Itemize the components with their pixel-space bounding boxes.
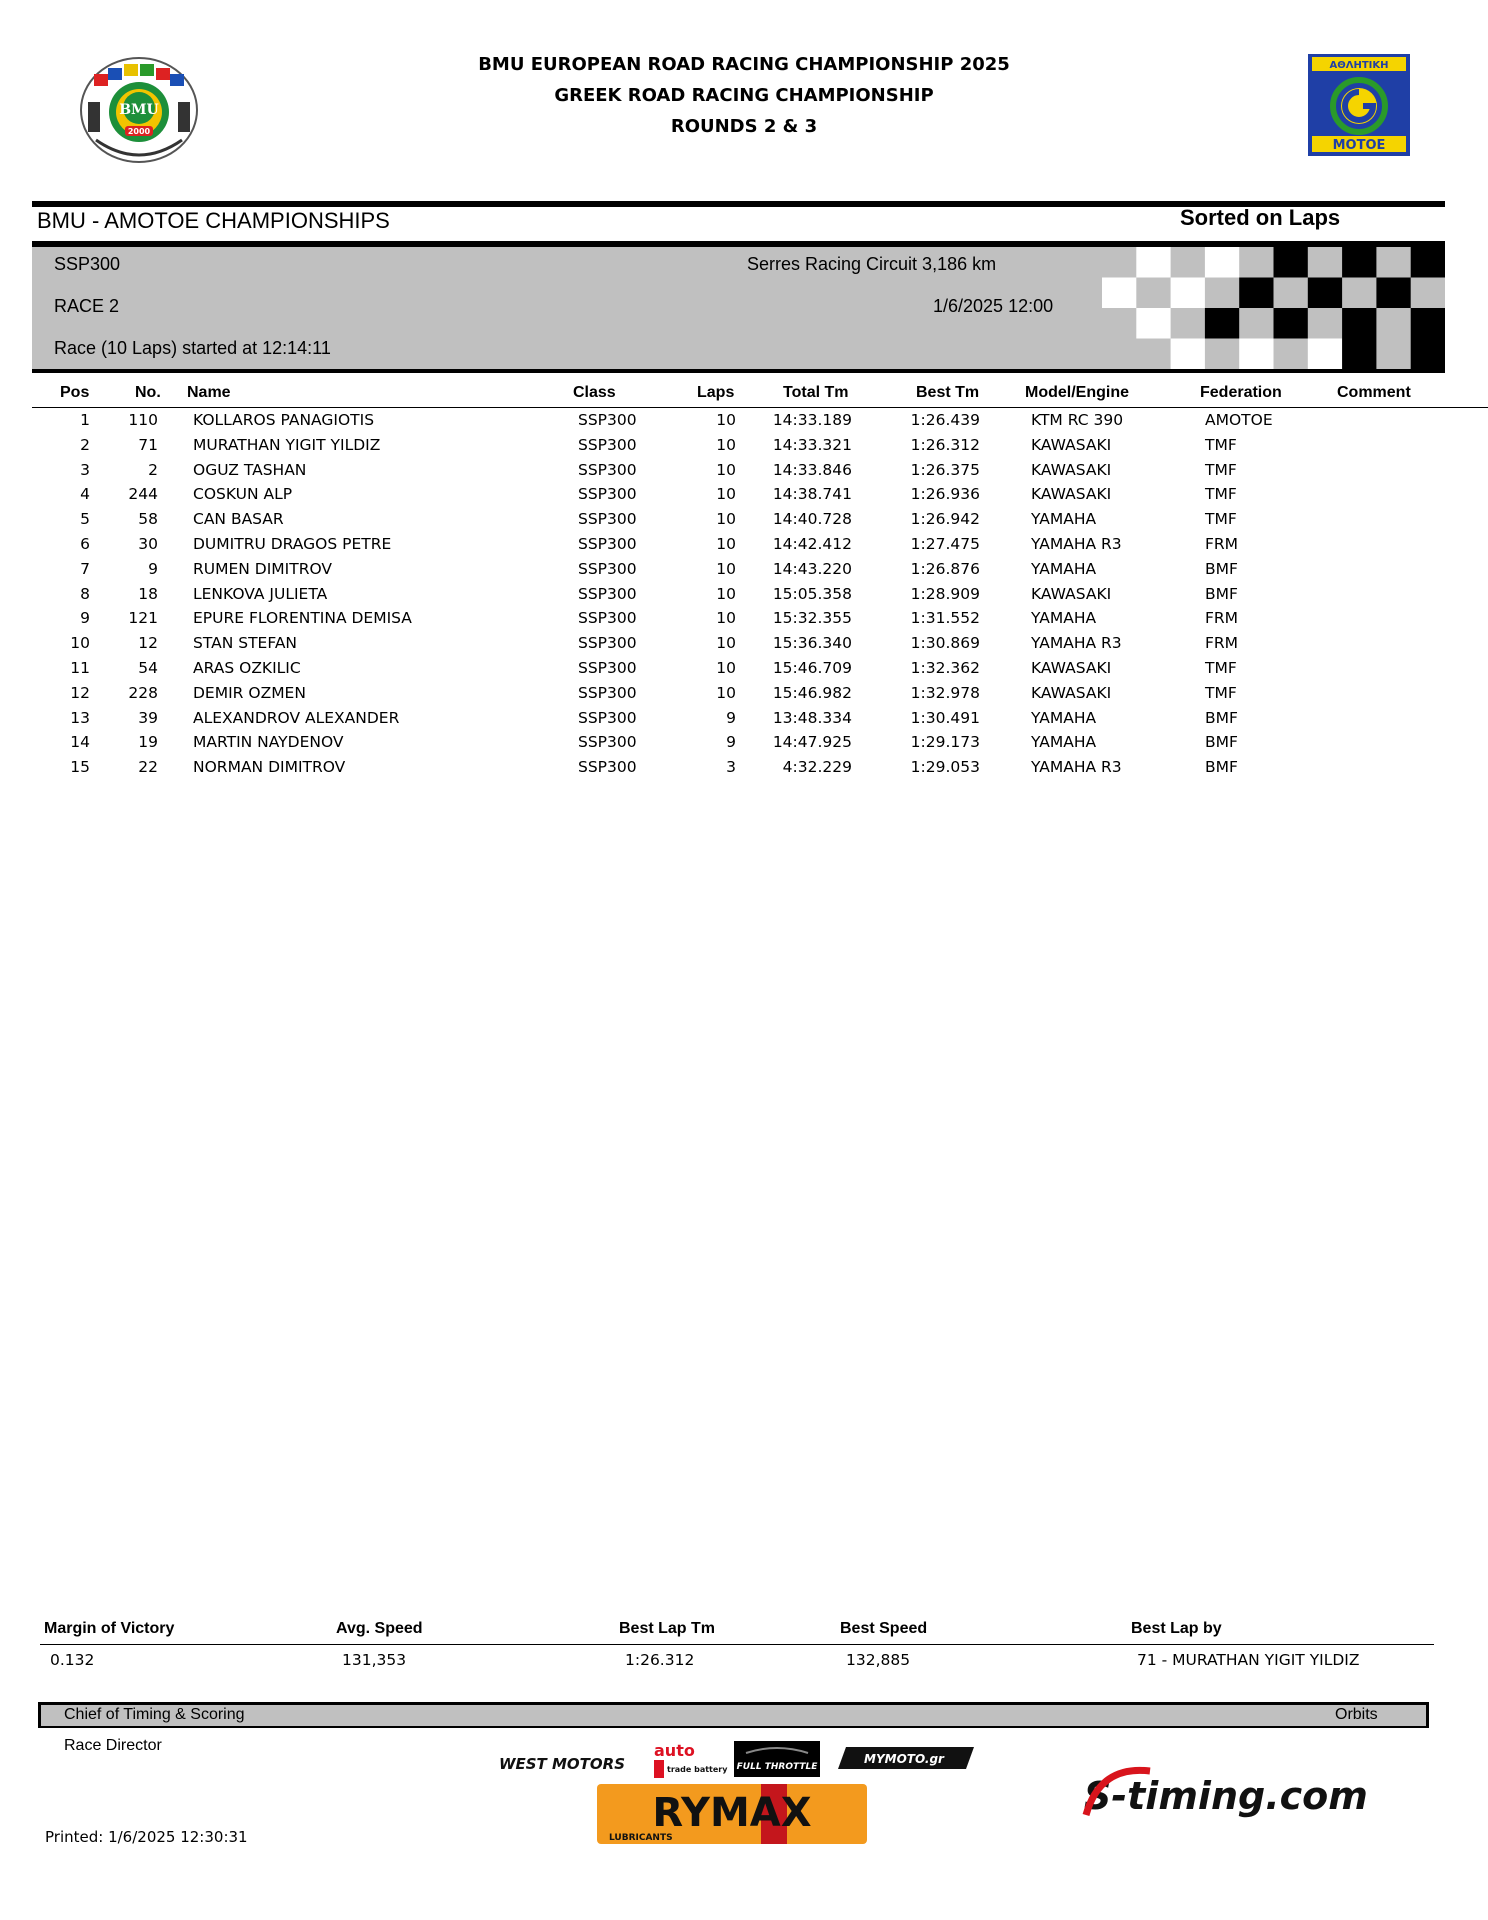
cell-laps: 10 [716, 584, 736, 603]
cell-class: SSP300 [578, 411, 637, 429]
mymoto-text: MYMOTO.gr [864, 1752, 944, 1766]
summary-header-margin: Margin of Victory [44, 1620, 175, 1637]
rymax-text: RYMAX [652, 1790, 812, 1836]
cell-laps: 10 [716, 658, 736, 677]
header-underline [32, 407, 1488, 408]
motoe-logo-top: ΑΘΛΗΤΙΚΗ [1329, 60, 1389, 71]
cell-model: YAMAHA [1031, 609, 1097, 628]
cell-best-time: 1:26.439 [910, 411, 980, 429]
cell-federation: BMF [1205, 559, 1238, 578]
cell-no: 244 [128, 485, 158, 504]
cell-pos: 11 [70, 658, 90, 677]
cell-no: 12 [138, 634, 158, 653]
cell-federation: TMF [1205, 510, 1237, 529]
cell-laps: 10 [716, 559, 736, 578]
checker-square [1342, 339, 1376, 370]
cell-class: SSP300 [578, 683, 637, 702]
cell-pos: 9 [80, 609, 90, 628]
cell-laps: 9 [726, 708, 736, 727]
col-header-model: Model/Engine [1025, 384, 1129, 401]
cell-pos: 15 [70, 758, 90, 777]
cell-pos: 10 [70, 634, 90, 653]
cell-total-time: 14:33.846 [772, 460, 852, 479]
cell-no: 9 [148, 559, 158, 578]
cell-name: KOLLAROS PANAGIOTIS [193, 411, 375, 429]
cell-total-time: 14:43.220 [772, 559, 852, 578]
checker-square [1274, 308, 1308, 339]
checker-square [1102, 278, 1136, 309]
col-header-pos: Pos [60, 384, 90, 401]
cell-model: KTM RC 390 [1031, 411, 1124, 429]
mymoto-logo [838, 1747, 974, 1769]
table-row [0, 659, 1488, 684]
table-row [0, 510, 1488, 535]
summary-underline [40, 1644, 1434, 1645]
table-row [0, 758, 1488, 783]
cell-laps: 9 [726, 733, 736, 752]
cell-total-time: 14:33.321 [772, 435, 852, 454]
cell-federation: TMF [1205, 683, 1237, 702]
race-start-label: Race (10 Laps) started at 12:14:11 [54, 338, 331, 358]
checker-square [1342, 247, 1376, 278]
cell-pos: 3 [80, 460, 90, 479]
cell-model: KAWASAKI [1031, 435, 1112, 454]
cell-pos: 8 [80, 584, 90, 603]
cell-best-time: 1:26.876 [910, 559, 980, 578]
auto-trade-battery-logo [650, 1740, 728, 1782]
cell-model: KAWASAKI [1031, 584, 1112, 603]
cell-total-time: 13:48.334 [772, 708, 852, 727]
cell-no: 22 [138, 758, 158, 777]
class-label: SSP300 [54, 254, 121, 274]
table-row [0, 634, 1488, 659]
summary-header-best-speed: Best Speed [840, 1620, 928, 1637]
cell-no: 58 [138, 510, 158, 529]
cell-pos: 14 [70, 733, 90, 752]
west-motors-logo [492, 1743, 632, 1779]
cell-class: SSP300 [578, 435, 637, 454]
cell-pos: 4 [80, 485, 90, 504]
checker-square [1205, 308, 1239, 339]
table-row [0, 560, 1488, 585]
cell-no: 110 [128, 411, 158, 429]
checker-square [1171, 339, 1205, 370]
cell-best-time: 1:30.491 [910, 708, 980, 727]
cell-class: SSP300 [578, 733, 637, 752]
cell-laps: 10 [716, 460, 736, 479]
summary-avg-speed: 131,353 [342, 1651, 407, 1669]
trade-battery-text: trade battery [667, 1765, 728, 1774]
checker-square [1308, 339, 1342, 370]
col-header-no: No. [135, 384, 161, 401]
cell-model: YAMAHA [1031, 733, 1097, 752]
table-row [0, 609, 1488, 634]
date-label: 1/6/2025 12:00 [933, 296, 1054, 316]
cell-total-time: 14:38.741 [772, 485, 852, 504]
bmu-logo [78, 52, 200, 164]
cell-name: DUMITRU DRAGOS PETRE [193, 534, 392, 553]
s-timing-text: S-timing.com [1084, 1774, 1368, 1818]
cell-no: 121 [128, 609, 158, 628]
cell-class: SSP300 [578, 534, 637, 553]
cell-federation: BMF [1205, 733, 1238, 752]
summary-header-best-lap-by: Best Lap by [1131, 1620, 1222, 1637]
cell-model: YAMAHA R3 [1031, 534, 1122, 553]
s-timing-logo [1080, 1757, 1400, 1827]
cell-no: 39 [138, 708, 158, 727]
cell-name: LENKOVA JULIETA [193, 584, 328, 603]
cell-laps: 10 [716, 411, 736, 429]
cell-model: YAMAHA [1031, 559, 1097, 578]
cell-pos: 1 [80, 411, 90, 429]
cell-model: KAWASAKI [1031, 658, 1112, 677]
cell-best-time: 1:27.475 [910, 534, 980, 553]
cell-pos: 13 [70, 708, 90, 727]
cell-federation: BMF [1205, 708, 1238, 727]
cell-name: EPURE FLORENTINA DEMISA [193, 609, 412, 628]
cell-laps: 10 [716, 634, 736, 653]
full-throttle-logo [734, 1741, 820, 1777]
col-header-name: Name [187, 384, 231, 401]
cell-best-time: 1:29.173 [910, 733, 980, 752]
table-row [0, 436, 1488, 461]
cell-name: STAN STEFAN [193, 634, 298, 653]
checker-square [1274, 247, 1308, 278]
cell-class: SSP300 [578, 460, 637, 479]
checker-square [1239, 278, 1273, 309]
table-row [0, 485, 1488, 510]
signature-bar [38, 1702, 1429, 1728]
col-header-class: Class [573, 384, 616, 401]
cell-pos: 7 [80, 559, 90, 578]
col-header-total: Total Tm [783, 384, 849, 401]
summary-best-speed: 132,885 [846, 1651, 911, 1669]
cell-pos: 2 [80, 435, 90, 454]
cell-class: SSP300 [578, 559, 637, 578]
cell-laps: 10 [716, 510, 736, 529]
table-row [0, 585, 1488, 610]
header-line-1: BMU EUROPEAN ROAD RACING CHAMPIONSHIP 2025 [478, 54, 1010, 75]
checker-square [1411, 247, 1445, 278]
cell-best-time: 1:26.312 [910, 435, 980, 454]
col-header-best: Best Tm [916, 384, 980, 401]
cell-model: KAWASAKI [1031, 683, 1112, 702]
cell-model: YAMAHA [1031, 510, 1097, 529]
band-bottom-rule [32, 369, 1445, 373]
cell-laps: 10 [716, 534, 736, 553]
cell-class: SSP300 [578, 510, 637, 529]
cell-best-time: 1:30.869 [910, 634, 980, 653]
checkered-flag-pattern [1102, 247, 1445, 369]
cell-federation: FRM [1205, 609, 1239, 628]
cell-class: SSP300 [578, 584, 637, 603]
cell-pos: 12 [70, 683, 90, 702]
cell-laps: 10 [716, 435, 736, 454]
cell-name: OGUZ TASHAN [193, 460, 307, 479]
lubricants-text: LUBRICANTS [609, 1833, 673, 1843]
results-table [0, 411, 1488, 783]
checker-square [1376, 278, 1410, 309]
cell-total-time: 15:36.340 [772, 634, 852, 653]
summary-header-best-lap: Best Lap Tm [619, 1620, 716, 1637]
cell-federation: BMF [1205, 584, 1238, 603]
cell-class: SSP300 [578, 634, 637, 653]
col-header-federation: Federation [1200, 384, 1282, 401]
cell-name: DEMIR OZMEN [193, 683, 306, 702]
checker-square [1411, 308, 1445, 339]
cell-name: MARTIN NAYDENOV [193, 733, 344, 752]
cell-name: RUMEN DIMITROV [193, 559, 333, 578]
auto-text: auto [654, 1741, 695, 1760]
table-row [0, 461, 1488, 486]
cell-best-time: 1:28.909 [910, 584, 980, 603]
checker-square [1411, 339, 1445, 370]
cell-pos: 5 [80, 510, 90, 529]
summary-margin: 0.132 [50, 1651, 95, 1669]
cell-pos: 6 [80, 534, 90, 553]
race-label: RACE 2 [54, 296, 120, 316]
cell-federation: TMF [1205, 485, 1237, 504]
sort-label: Sorted on Laps [1180, 205, 1341, 230]
cell-total-time: 15:32.355 [772, 609, 852, 628]
cell-federation: AMOTOE [1205, 411, 1273, 429]
cell-total-time: 15:05.358 [772, 584, 852, 603]
circuit-label: Serres Racing Circuit 3,186 km [747, 254, 997, 274]
championship-title: BMU - AMOTOE CHAMPIONSHIPS [37, 208, 390, 233]
cell-class: SSP300 [578, 485, 637, 504]
cell-class: SSP300 [578, 708, 637, 727]
table-row [0, 411, 1488, 436]
table-row [0, 709, 1488, 734]
header-line-3: ROUNDS 2 & 3 [670, 116, 818, 137]
full-throttle-text: FULL THROTTLE [736, 1762, 818, 1772]
checker-square [1342, 308, 1376, 339]
bmu-logo-text: BMU [119, 102, 159, 118]
checker-square [1136, 308, 1170, 339]
table-row [0, 535, 1488, 560]
cell-name: NORMAN DIMITROV [193, 758, 346, 777]
cell-federation: TMF [1205, 658, 1237, 677]
cell-best-time: 1:32.362 [910, 658, 980, 677]
cell-total-time: 14:47.925 [772, 733, 852, 752]
cell-federation: FRM [1205, 534, 1239, 553]
cell-laps: 10 [716, 683, 736, 702]
cell-model: YAMAHA R3 [1031, 634, 1122, 653]
cell-model: KAWASAKI [1031, 460, 1112, 479]
cell-federation: TMF [1205, 460, 1237, 479]
cell-model: KAWASAKI [1031, 485, 1112, 504]
cell-name: ARAS OZKILIC [193, 658, 301, 677]
cell-name: MURATHAN YIGIT YILDIZ [193, 435, 381, 454]
summary-best-lap-by: 71 - MURATHAN YIGIT YILDIZ [1137, 1651, 1360, 1669]
cell-total-time: 15:46.982 [772, 683, 852, 702]
cell-name: COSKUN ALP [193, 485, 293, 504]
cell-federation: BMF [1205, 758, 1238, 777]
orbits-label: Orbits [1335, 1706, 1378, 1723]
cell-no: 19 [138, 733, 158, 752]
race-director-label: Race Director [64, 1737, 162, 1754]
summary-header-avg-speed: Avg. Speed [336, 1620, 423, 1637]
west-motors-text: WEST MOTORS [498, 1755, 626, 1773]
cell-best-time: 1:26.942 [910, 510, 980, 529]
cell-no: 228 [128, 683, 158, 702]
table-row [0, 684, 1488, 709]
chief-of-timing-label: Chief of Timing & Scoring [64, 1706, 245, 1723]
cell-no: 30 [138, 534, 158, 553]
cell-model: YAMAHA R3 [1031, 758, 1122, 777]
cell-no: 2 [148, 460, 158, 479]
cell-name: CAN BASAR [193, 510, 284, 529]
table-row [0, 733, 1488, 758]
col-header-comment: Comment [1337, 384, 1411, 401]
cell-total-time: 14:40.728 [772, 510, 852, 529]
motoe-logo-bottom: ΜΟΤΟΕ [1332, 138, 1386, 153]
cell-best-time: 1:32.978 [910, 683, 980, 702]
printed-timestamp: Printed: 1/6/2025 12:30:31 [45, 1828, 248, 1846]
cell-federation: FRM [1205, 634, 1239, 653]
checker-square [1239, 339, 1273, 370]
checker-square [1136, 247, 1170, 278]
summary-best-lap: 1:26.312 [625, 1651, 695, 1669]
cell-best-time: 1:26.936 [910, 485, 980, 504]
checker-square [1205, 247, 1239, 278]
checker-square [1308, 278, 1342, 309]
rymax-logo [597, 1784, 867, 1844]
col-header-laps: Laps [697, 384, 735, 401]
cell-laps: 10 [716, 485, 736, 504]
cell-total-time: 4:32.229 [782, 758, 852, 777]
cell-best-time: 1:31.552 [910, 609, 980, 628]
bmu-logo-year: 2000 [127, 127, 151, 136]
cell-total-time: 14:42.412 [772, 534, 852, 553]
motoe-logo [1308, 54, 1410, 156]
checker-square [1171, 278, 1205, 309]
header-line-2: GREEK ROAD RACING CHAMPIONSHIP [554, 85, 934, 106]
cell-class: SSP300 [578, 658, 637, 677]
cell-total-time: 15:46.709 [772, 658, 852, 677]
cell-best-time: 1:29.053 [910, 758, 980, 777]
cell-laps: 3 [726, 758, 736, 777]
cell-best-time: 1:26.375 [910, 460, 980, 479]
cell-no: 54 [138, 658, 158, 677]
cell-name: ALEXANDROV ALEXANDER [193, 708, 400, 727]
cell-laps: 10 [716, 609, 736, 628]
cell-class: SSP300 [578, 609, 637, 628]
cell-federation: TMF [1205, 435, 1237, 454]
cell-no: 71 [138, 435, 158, 454]
cell-class: SSP300 [578, 758, 637, 777]
cell-total-time: 14:33.189 [772, 411, 852, 429]
cell-no: 18 [138, 584, 158, 603]
cell-model: YAMAHA [1031, 708, 1097, 727]
